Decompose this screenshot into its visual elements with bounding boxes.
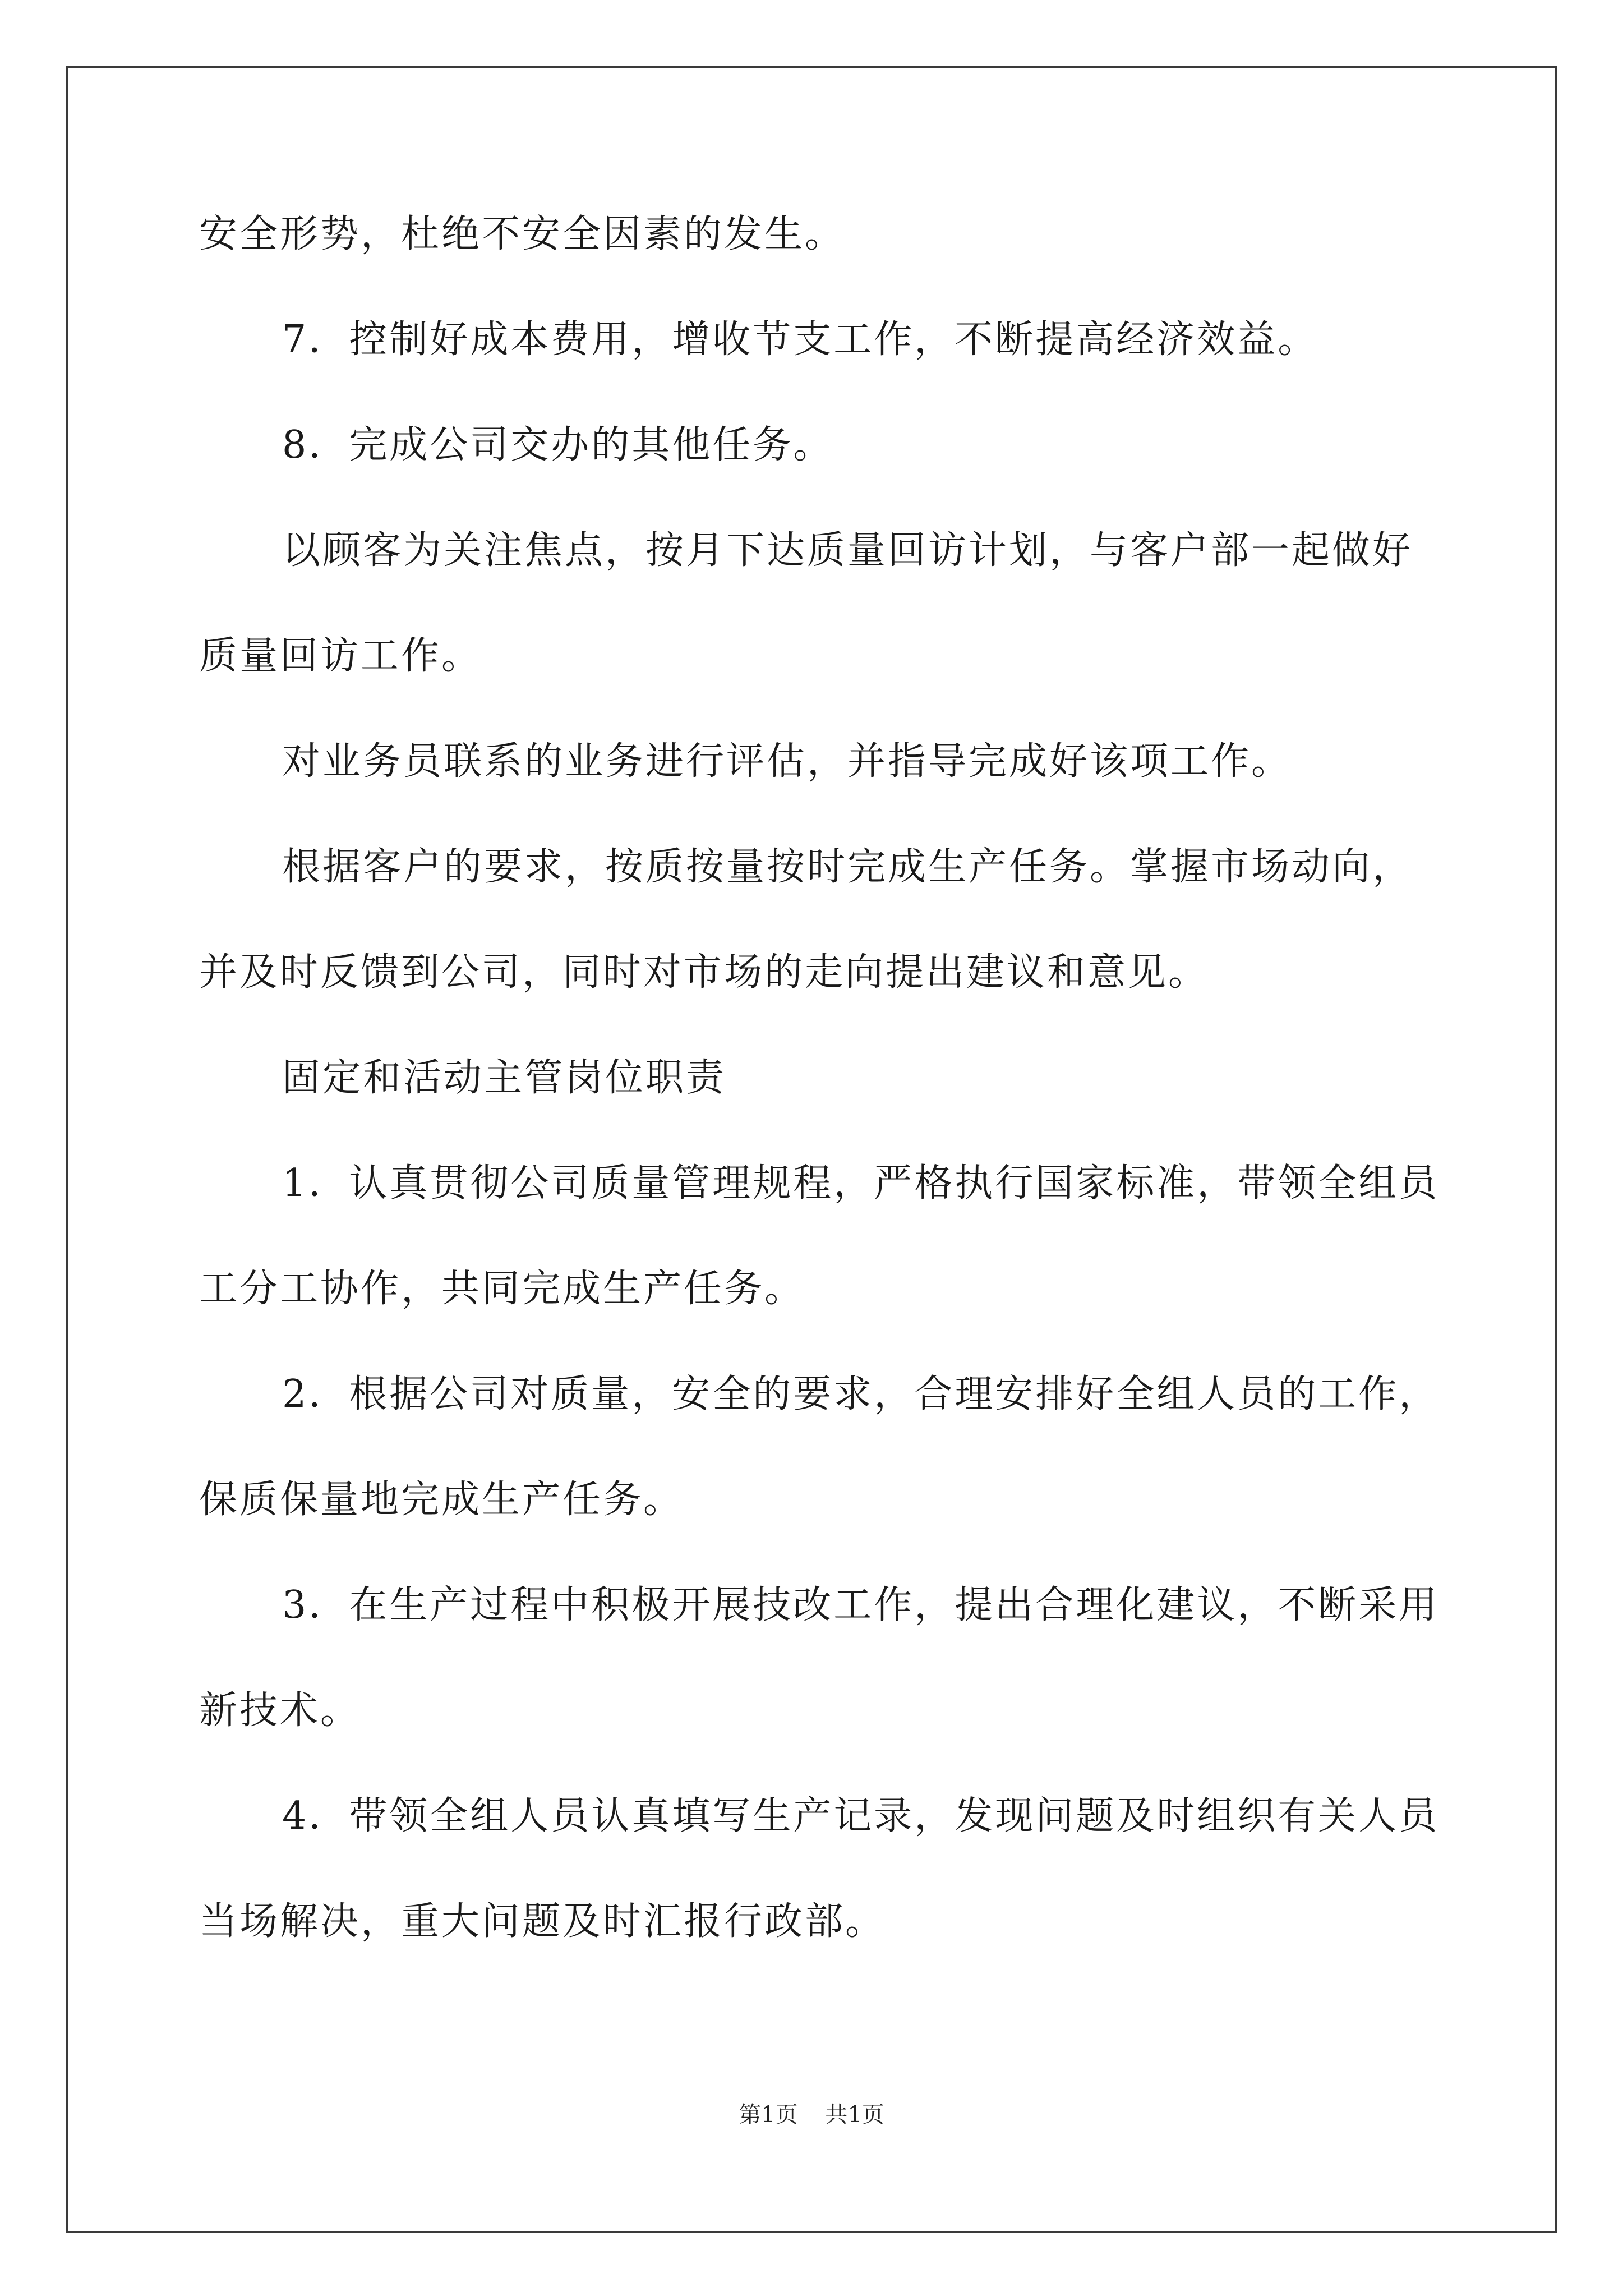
page-number: 第1页 bbox=[739, 2102, 798, 2128]
body-line: 以顾客为关注焦点，按月下达质量回访计划，与客户部一起做好 bbox=[282, 528, 1413, 573]
page-footer bbox=[0, 2101, 1623, 2129]
body-line: 并及时反馈到公司，同时对市场的走向提出建议和意见。 bbox=[199, 950, 1209, 995]
body-line: 当场解决，重大问题及时汇报行政部。 bbox=[199, 1899, 886, 1944]
body-line: 工分工协作，共同完成生产任务。 bbox=[199, 1267, 805, 1311]
body-line: 3．在生产过程中积极开展技改工作，提出合理化建议，不断采用 bbox=[282, 1583, 1440, 1627]
body-line: 4．带领全组人员认真填写生产记录，发现问题及时组织有关人员 bbox=[282, 1794, 1440, 1838]
body-line: 1．认真贯彻公司质量管理规程，严格执行国家标准，带领全组员 bbox=[282, 1161, 1440, 1205]
body-line: 质量回访工作。 bbox=[199, 634, 482, 678]
body-line: 新技术。 bbox=[199, 1688, 361, 1733]
body-line: 8．完成公司交办的其他任务。 bbox=[282, 423, 834, 467]
body-line: 7．控制好成本费用，增收节支工作，不断提高经济效益。 bbox=[282, 318, 1318, 362]
page-total: 共1页 bbox=[825, 2102, 884, 2128]
body-line: 安全形势，杜绝不安全因素的发生。 bbox=[199, 212, 846, 256]
section-heading: 固定和活动主管岗位职责 bbox=[282, 1056, 727, 1100]
body-line: 保质保量地完成生产任务。 bbox=[199, 1478, 684, 1522]
body-line: 2．根据公司对质量，安全的要求，合理安排好全组人员的工作， bbox=[282, 1372, 1440, 1416]
body-line: 对业务员联系的业务进行评估，并指导完成好该项工作。 bbox=[282, 739, 1292, 784]
body-line: 根据客户的要求，按质按量按时完成生产任务。掌握市场动向， bbox=[282, 845, 1413, 889]
